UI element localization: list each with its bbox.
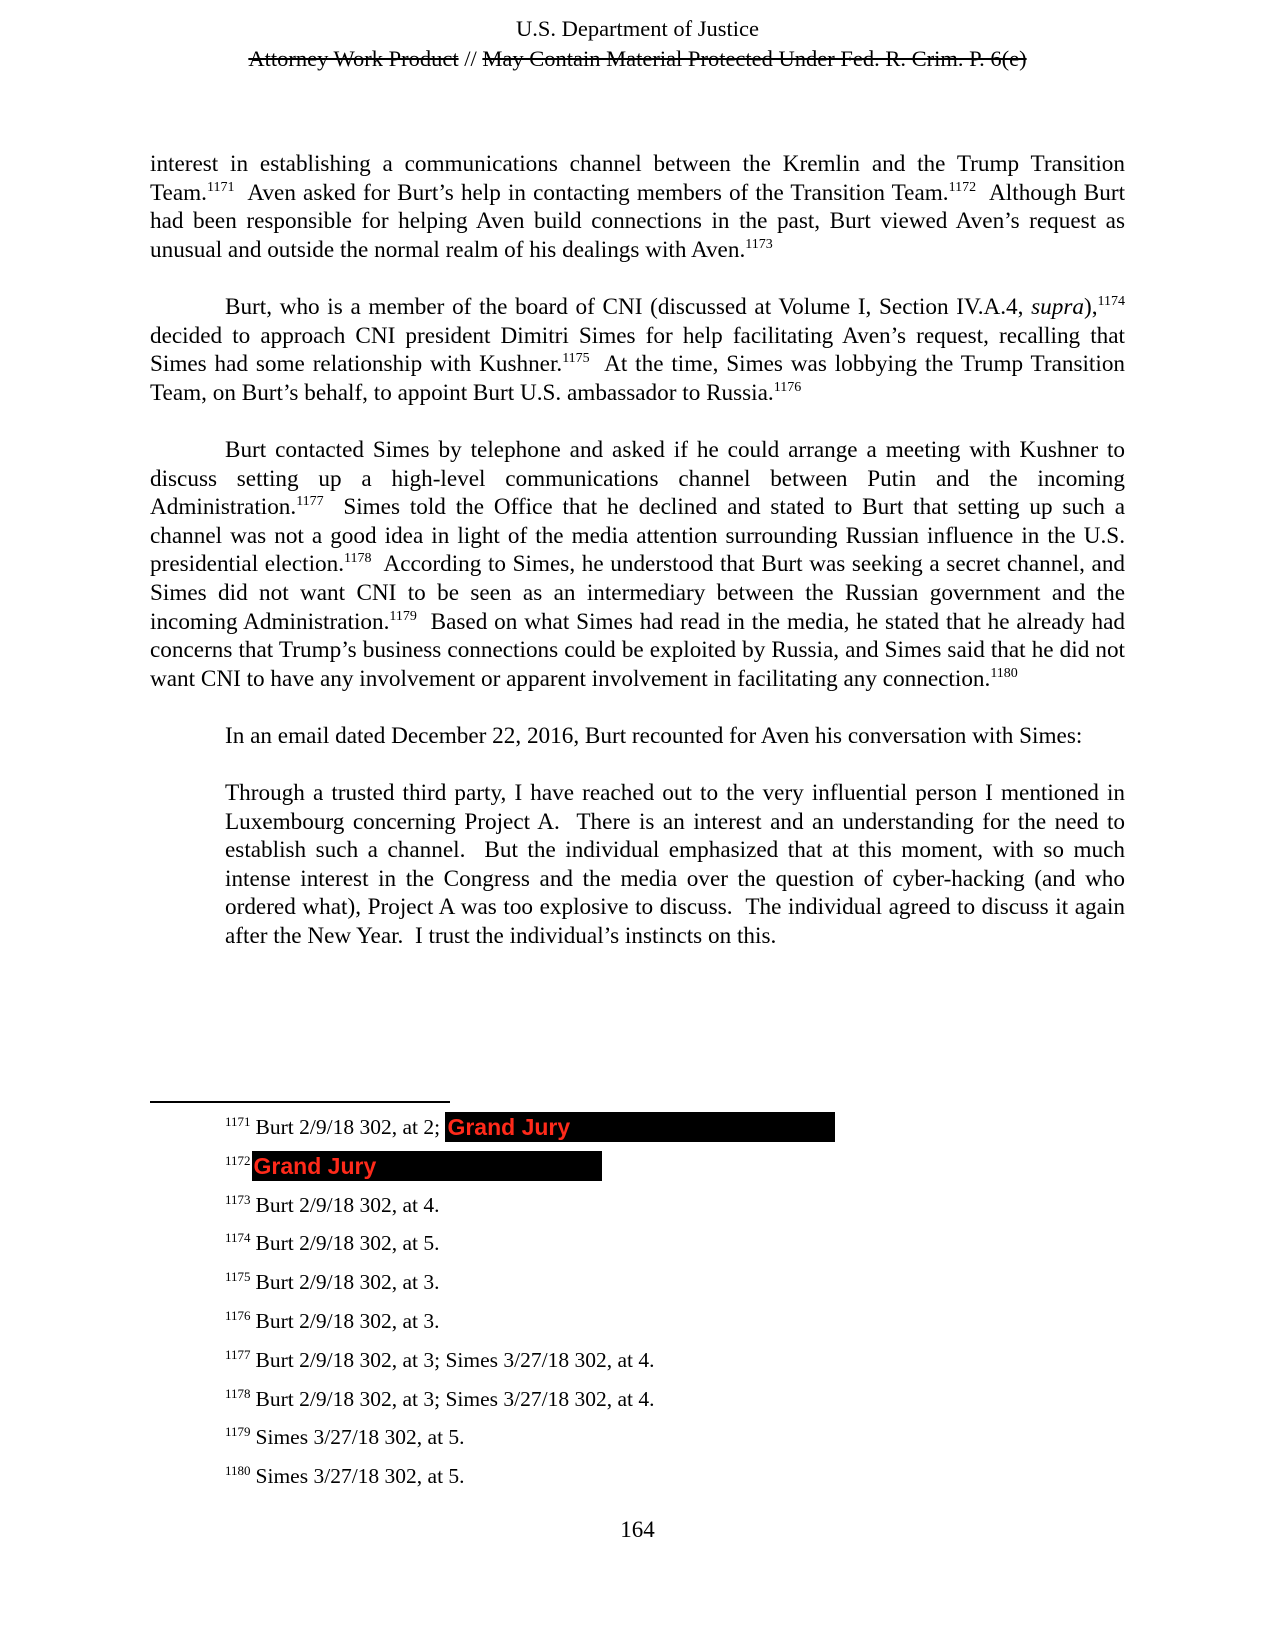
redaction-block: Grand Jury [445, 1112, 835, 1142]
footnote-number: 1171 [225, 1114, 251, 1129]
paragraph-text: Aven asked for Burt’s help in contacting members of the Transition Team. [234, 179, 949, 206]
page-number: 164 [620, 1517, 655, 1542]
redaction-block: Grand Jury [252, 1151, 602, 1181]
footnote-ref[interactable]: 1176 [773, 379, 802, 395]
paragraph-text: interest in establishing a communications channel between the Kremlin and the Trump Transition Team. [150, 151, 1125, 206]
footnote-number: 1177 [225, 1346, 251, 1362]
footnote [225, 1267, 1125, 1306]
paragraph-text: ), [1083, 293, 1098, 320]
notice-separator: // [458, 46, 483, 71]
paragraph-text: At the time, Simes was lobbying the Trump Transition Team, on Burt’s behalf, to appoint Burt U.S. ambassador to Russia. [150, 351, 1131, 406]
footnote-number: 1174 [225, 1230, 251, 1246]
footnote-text: Burt 2/9/18 302, at 3. [255, 1308, 440, 1333]
footnote [225, 1461, 1125, 1500]
footnote-ref[interactable]: 1171 [206, 179, 235, 195]
footnote-text: Burt 2/9/18 302, at 3; Simes 3/27/18 302, at 4. [255, 1386, 655, 1411]
footnote-text: Burt 2/9/18 302, at 2; [255, 1115, 446, 1139]
footnote-ref[interactable]: 1179 [389, 608, 417, 624]
work-product-notice: Attorney Work Product [248, 46, 459, 71]
paragraph-text: decided to approach CNI president Dimitri Simes for help facilitating Aven’s request, recalling that Simes had some relationship with Kushner. [150, 322, 1125, 378]
grand-jury-notice: May Contain Material Protected Under Fed. R. Crim. P. 6(e) [482, 46, 1027, 71]
paragraph-2 [150, 293, 1131, 407]
paragraph-text: According to Simes, he understood that Burt was seeking a secret channel, and Simes did not want CNI to be seen as an intermediary between the Russian government and the incoming Administration. [150, 551, 1131, 635]
footnote-number: 1180 [225, 1463, 251, 1479]
footnote-divider [150, 1101, 450, 1103]
paragraph-3 [150, 436, 1131, 693]
footnote-number: 1175 [225, 1269, 251, 1285]
paragraph-4: In an email dated December 22, 2016, Burt recounted for Aven his conversation with Simes: [225, 722, 1083, 749]
main-body [150, 150, 1131, 979]
footnote-ref[interactable]: 1172 [948, 179, 977, 195]
footnote-number: 1176 [225, 1307, 251, 1323]
paragraph-text: Burt contacted Simes by telephone and asked if he could arrange a meeting with Kushner to discuss setting up a high-level communications channel between Putin and the incoming Administration. [150, 436, 1125, 521]
paragraph-1 [150, 150, 1131, 264]
page-header [0, 14, 1275, 74]
footnote-number: 1179 [225, 1424, 251, 1440]
footnote [225, 1384, 1125, 1423]
paragraph-text: Although Burt had been responsible for helping Aven build connections in the past, Burt viewed Aven’s request as unusual and outside the normal realm of his dealings with Aven. [150, 179, 1131, 263]
block-quote: Through a trusted third party, I have reached out to the very influential person I mentioned in Luxembourg concerning Project A. There is an interest and an understanding for the need to establish such a channel. But the individual emphasized that at this moment, with so much intense interest in the Congress and the media over the question of cyber-hacking (and who ordered what), Project A was too explosive to discuss. The individual agreed to discuss it again after the New Year. I trust the individual’s instincts on this. [225, 780, 1131, 950]
footnote-ref[interactable]: 1175 [562, 351, 590, 367]
paragraph-text: Burt, who is a member of the board of CNI (discussed at Volume I, Section IV.A.4, [225, 293, 1032, 320]
footnotes-list [225, 1112, 1125, 1500]
footnote-number: 1172 [225, 1152, 251, 1168]
department-title: U.S. Department of Justice [515, 16, 760, 41]
footnote-text: Burt 2/9/18 302, at 4. [255, 1192, 440, 1217]
footnote-text: Simes 3/27/18 302, at 5. [255, 1464, 465, 1489]
footnote [225, 1190, 1125, 1229]
footnote [225, 1345, 1125, 1384]
footnote-ref[interactable]: 1178 [344, 551, 372, 567]
paragraph-text: Based on what Simes had read in the media, he stated that he already had concerns that Trump’s business connections could be exploited by Russia, and Simes said that he did not want CNI to have any involvement or apparent involvement in facilitating any connection. [150, 608, 1131, 692]
paragraph-text: Simes told the Office that he declined and stated to Burt that setting up such a channel was not a good idea in light of the media attention surrounding Russian influence in the U.S. presidential election. [150, 494, 1131, 578]
footnote-text: Burt 2/9/18 302, at 5. [255, 1231, 440, 1256]
footnote-text: Burt 2/9/18 302, at 3; Simes 3/27/18 302, at 4. [255, 1347, 655, 1372]
footnote-number: 1173 [225, 1191, 251, 1207]
footnote-ref[interactable]: 1180 [990, 665, 1018, 681]
protection-notice [0, 44, 1275, 74]
footnote-text: Simes 3/27/18 302, at 5. [255, 1425, 465, 1450]
footnote-number: 1178 [225, 1385, 251, 1401]
footnote-text: Burt 2/9/18 302, at 3. [255, 1270, 440, 1295]
footnote [225, 1306, 1125, 1345]
footnote [225, 1151, 1125, 1190]
footnote [225, 1112, 1125, 1151]
italic-text: supra [1031, 293, 1084, 320]
footnote-ref[interactable]: 1177 [296, 494, 324, 510]
footnote-ref[interactable]: 1173 [745, 236, 773, 252]
footnote-ref[interactable]: 1174 [1097, 293, 1125, 309]
footnote [225, 1228, 1125, 1267]
footnote [225, 1422, 1125, 1461]
